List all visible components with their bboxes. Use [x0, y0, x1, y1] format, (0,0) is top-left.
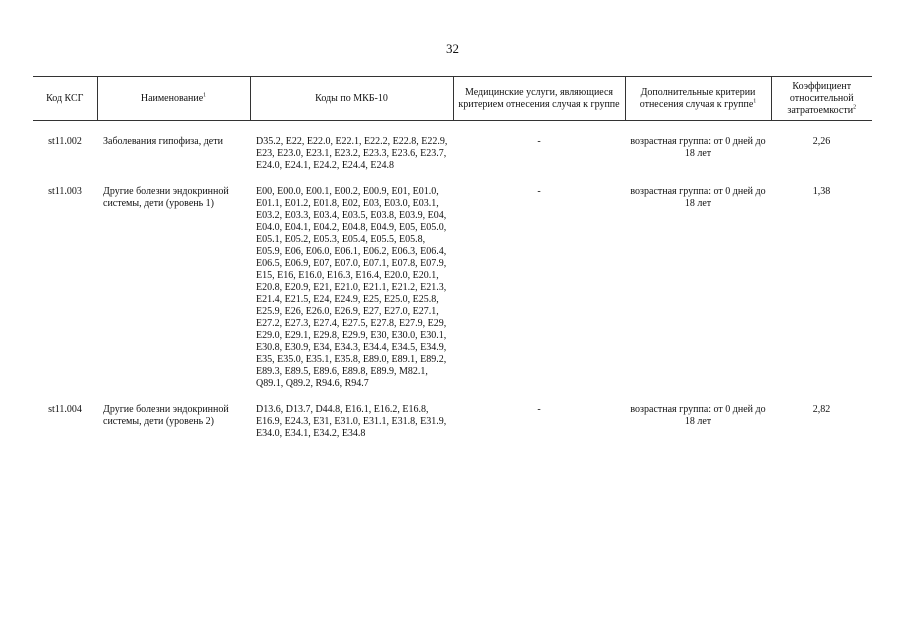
additional-criteria: возрастная группа: от 0 дней до 18 лет [630, 186, 766, 209]
header-medical-services: Медицинские услуги, являющиеся критерием отнесения случая к группе [453, 77, 625, 121]
ksg-name: Другие болезни эндокринной системы, дети (уровень 2) [103, 404, 229, 427]
header-code: Код КСГ [33, 77, 97, 121]
additional-criteria: возрастная группа: от 0 дней до 18 лет [630, 136, 766, 159]
cost-coefficient: 2,26 [812, 136, 831, 147]
ksg-name: Заболевания гипофиза, дети [103, 136, 223, 147]
mkb-codes: E00, E00.0, E00.1, E00.2, E00.9, E01, E01.0, E01.1, E01.2, E01.8, E02, E03, E03.0, E03.1, E03.2, E03.3, E03.4, E03.5, E03.8, E03.9, E04, E04.0, E04.1, E04.2, E04.8, E04.9, E05, E05.0, E05.1, E05.2, E05.3, E05.4, E05.5, E05.8, E05.9, E06, E06.0, E06.1, E06.2, E06.3, E06.4, E06.5, E06.9, E07, E07.0, E07.1, E07.8, E07.9, E15, E16, E16.0, E16.3, E16.4, E20.0, E20.1, E20.8, E20.9, E21, E21.0, E21.1, E21.2, E21.3, E21.4, E21.5, E24, E24.9, E25, E25.0, E25.8, E25.9, E26, E26.0, E26.9, E27, E27.0, E27.1, E27.2, E27.3, E27.4, E27.5, E27.8, E27.9, E29, E29.0, E29.1, E29.8, E29.9, E30, E30.0, E30.1, E30.8, E30.9, E34, E34.3, E34.4, E34.5, E34.9, E35, E35.0, E35.1, E35.8, E89.0, E89.1, E89.2, E89.3, E89.5, E89.6, E89.8, E89.9, M82.1, Q89.1, Q89.2, R94.6, R94.7 [256, 186, 447, 389]
additional-criteria: возрастная группа: от 0 дней до 18 лет [630, 404, 766, 427]
ksg-code: st11.003 [48, 186, 82, 197]
ksg-code: st11.004 [48, 404, 82, 415]
medical-services: - [537, 186, 541, 197]
header-coefficient: Коэффициент относительной затратоемкости$^2$ [771, 77, 872, 121]
ksg-table [33, 76, 872, 454]
table-row [33, 186, 872, 404]
mkb-codes: D13.6, D13.7, D44.8, E16.1, E16.2, E16.8, E16.9, E24.3, E31, E31.0, E31.1, E31.8, E31.9, E34.0, E34.1, E34.2, E34.8 [256, 404, 447, 439]
cost-coefficient: 1,38 [812, 186, 831, 197]
header-name: Наименование$^1$ [97, 77, 250, 121]
table-header-row [33, 77, 872, 121]
page-number: 32 [446, 41, 459, 56]
ksg-name: Другие болезни эндокринной системы, дети (уровень 1) [103, 186, 229, 209]
footnote-mark: 1 [753, 98, 757, 105]
header-mkb-codes: Коды по МКБ-10 [250, 77, 453, 121]
header-additional-criteria: Дополнительные критерии отнесения случая к группе$^1$ [625, 77, 771, 121]
mkb-codes: D35.2, E22, E22.0, E22.1, E22.2, E22.8, E22.9, E23, E23.0, E23.1, E23.2, E23.3, E23.6, E23.7, E24.0, E24.1, E24.2, E24.4, E24.8 [256, 136, 448, 171]
ksg-code: st11.002 [48, 136, 82, 147]
footnote-mark: 2 [853, 104, 857, 111]
table-row [33, 404, 872, 454]
cost-coefficient: 2,82 [812, 404, 831, 415]
table-row [33, 121, 872, 187]
medical-services: - [537, 136, 541, 147]
footnote-mark: 1 [203, 92, 207, 99]
medical-services: - [537, 404, 541, 415]
